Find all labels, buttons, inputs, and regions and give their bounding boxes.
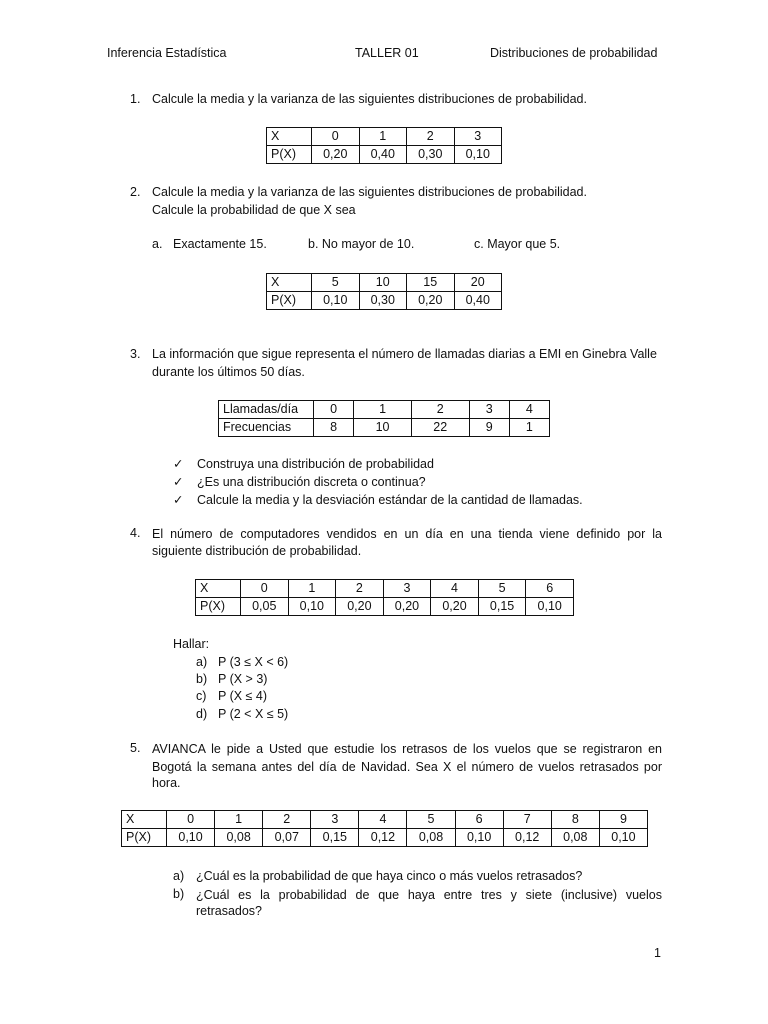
table-row [122,811,648,829]
q4-item-label: d) [196,707,208,721]
table-cell: 0,40 [454,292,502,310]
table-cell: 0 [167,811,215,829]
table-cell: 0,15 [478,598,526,616]
table-cell: 0,10 [526,598,574,616]
q5-qa-label: a) [173,869,185,883]
q2-option-c: c. Mayor que 5. [474,237,561,251]
table-cell: X [267,128,312,146]
q5-qb-line1: ¿Cuál es la probabilidad de que haya entre tres y siete (inclusive) vuelos [196,888,662,902]
q4-item-text: P (X > 3) [218,672,268,686]
table-cell: 4 [359,811,407,829]
q3-line1: La información que sigue representa el número de llamadas diarias a EMI en Ginebra Valle [152,347,657,361]
table-cell: 2 [411,401,469,419]
q3-table [218,400,550,437]
table-cell: 5 [478,580,526,598]
table-cell: 4 [431,580,479,598]
table-cell: X [267,274,312,292]
table-cell: 1 [288,580,336,598]
table-cell: 3 [311,811,359,829]
q4-item-label: c) [196,689,207,703]
table-cell: P(X) [122,829,167,847]
q2-option-a: Exactamente 15. [173,237,267,251]
table-cell: 0,15 [311,829,359,847]
table-cell: 0,10 [312,292,360,310]
q2-line2: Calcule la probabilidad de que X sea [152,203,356,217]
table-cell: 0,20 [383,598,431,616]
table-cell: Llamadas/día [219,401,314,419]
table-row [196,598,574,616]
q5-qa-text: ¿Cuál es la probabilidad de que haya cinco o más vuelos retrasados? [196,869,583,883]
table-cell: 8 [314,419,354,437]
table-cell: Frecuencias [219,419,314,437]
q4-item-label: a) [196,655,208,669]
table-cell: 0,30 [407,146,455,164]
table-cell: 10 [354,419,412,437]
q1-number: 1. [130,92,141,106]
table-cell: 1 [509,419,549,437]
q1-text: Calcule la media y la varianza de las siguientes distribuciones de probabilidad. [152,92,587,106]
table-row [267,292,502,310]
header-course: Inferencia Estadística [107,46,227,60]
table-cell: 0,08 [551,829,599,847]
table-cell: 0 [312,128,360,146]
table-cell: 1 [359,128,407,146]
table-cell: 6 [455,811,503,829]
table-cell: 20 [454,274,502,292]
table-cell: 7 [503,811,551,829]
table-cell: 15 [407,274,455,292]
table-cell: 9 [599,811,647,829]
table-row [122,829,648,847]
q4-number: 4. [130,526,141,540]
header-workshop: TALLER 01 [355,46,419,60]
table-cell: 2 [407,128,455,146]
q3-number: 3. [130,347,141,361]
table-cell: 4 [509,401,549,419]
table-cell: 2 [263,811,311,829]
q4-item-label: b) [196,672,208,686]
q5-qb-label: b) [173,887,185,901]
table-cell: 0,07 [263,829,311,847]
q3-check-text: Construya una distribución de probabilidad [197,457,434,471]
table-cell: 0,30 [359,292,407,310]
q4-line2: siguiente distribución de probabilidad. [152,544,362,558]
table-cell: 0,10 [455,829,503,847]
table-cell: P(X) [267,292,312,310]
q5-qb-line2: retrasados? [196,904,263,918]
q3-check-text: Calcule la media y la desviación estándar de la cantidad de llamadas. [197,493,583,507]
table-cell: 3 [454,128,502,146]
q2-option-a-label: a. [152,237,163,251]
q2-line1: Calcule la media y la varianza de las siguientes distribuciones de probabilidad. [152,185,587,199]
list-item [173,474,426,492]
table-cell: 0,20 [336,598,384,616]
table-cell: 3 [469,401,509,419]
q2-table [266,273,502,310]
q4-line1: El número de computadores vendidos en un día en una tienda viene definido por la [152,527,662,541]
table-cell: 9 [469,419,509,437]
table-cell: 0,08 [215,829,263,847]
table-row [219,419,550,437]
q4-item-text: P (X ≤ 4) [218,689,268,703]
table-row [267,146,502,164]
table-cell: X [196,580,241,598]
table-cell: 6 [526,580,574,598]
table-cell: 0,05 [241,598,289,616]
table-cell: 0,20 [431,598,479,616]
table-cell: 1 [354,401,412,419]
table-cell: 2 [336,580,384,598]
table-cell: P(X) [196,598,241,616]
table-cell: 3 [383,580,431,598]
table-cell: 0,10 [288,598,336,616]
checkmark-icon: ✓ [173,493,184,507]
table-cell: 0,20 [407,292,455,310]
table-cell: 5 [407,811,455,829]
table-cell: 0 [241,580,289,598]
table-cell: 0,10 [167,829,215,847]
table-row [219,401,550,419]
q4-item-text: P (2 < X ≤ 5) [218,707,289,721]
table-cell: 0 [314,401,354,419]
q1-table [266,127,502,164]
table-cell: 0,08 [407,829,455,847]
table-cell: 0,12 [359,829,407,847]
table-row [267,274,502,292]
header-topic: Distribuciones de probabilidad [490,46,658,60]
q2-number: 2. [130,185,141,199]
q3-check-text: ¿Es una distribución discreta o continua? [197,475,426,489]
q3-line2: durante los últimos 50 días. [152,365,305,379]
table-cell: P(X) [267,146,312,164]
list-item [173,492,583,510]
table-cell: 0,10 [599,829,647,847]
q4-item-text: P (3 ≤ X < 6) [218,655,289,669]
table-cell: 0,10 [454,146,502,164]
table-cell: X [122,811,167,829]
checkmark-icon: ✓ [173,457,184,471]
table-cell: 0,40 [359,146,407,164]
q5-table [121,810,648,847]
q5-line1: AVIANCA le pide a Usted que estudie los retrasos de los vuelos que se registraron en [152,742,662,756]
table-cell: 22 [411,419,469,437]
checkmark-icon: ✓ [173,475,184,489]
table-row [196,580,574,598]
q4-table [195,579,574,616]
table-cell: 0,12 [503,829,551,847]
q4-hallar: Hallar: [173,637,210,651]
q5-number: 5. [130,741,141,755]
list-item [173,456,434,474]
table-row [267,128,502,146]
table-cell: 8 [551,811,599,829]
table-cell: 0,20 [312,146,360,164]
q5-line2: Bogotá la semana antes del día de Navidad. Sea X el número de vuelos retrasados por [152,760,662,774]
table-cell: 5 [312,274,360,292]
q2-option-b: b. No mayor de 10. [308,237,415,251]
table-cell: 1 [215,811,263,829]
q5-line3: hora. [152,776,181,790]
table-cell: 10 [359,274,407,292]
page-number: 1 [654,946,661,960]
